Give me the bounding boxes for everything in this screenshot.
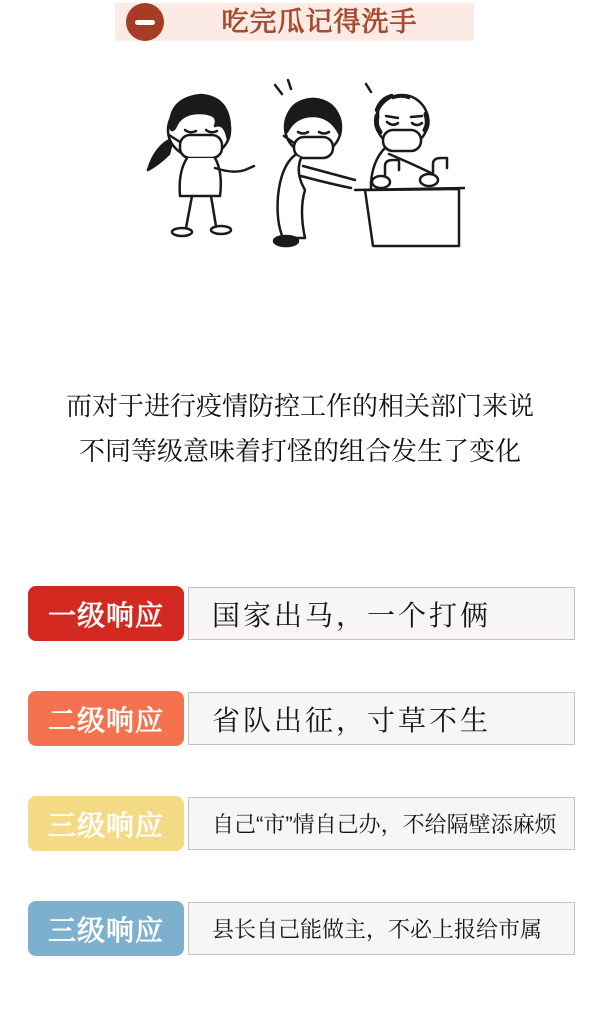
- figure-right-man: [366, 84, 433, 190]
- level-2-badge: 二级响应: [28, 691, 184, 746]
- level-4-badge: 三级响应: [28, 901, 184, 956]
- intro-line-2: 不同等级意味着打怪的组合发生了变化: [78, 436, 521, 466]
- section-title: 吃完瓜记得洗手: [221, 7, 418, 37]
- level-1-badge: 一级响应: [28, 586, 184, 641]
- intro-line-1: 而对于进行疫情防控工作的相关部门来说: [65, 391, 534, 421]
- figure-left-woman: [148, 95, 254, 236]
- level-row-4: [28, 901, 575, 956]
- section-header-bar: [115, 3, 474, 41]
- response-level-list: [28, 586, 575, 1006]
- level-row-1: [28, 586, 575, 641]
- level-1-description: 国家出马，一个打俩: [188, 587, 575, 640]
- handwashing-illustration: [135, 78, 465, 253]
- level-4-description: 县长自己能做主，不必上报给市属: [188, 902, 575, 955]
- level-row-2: [28, 691, 575, 746]
- level-row-3: [28, 796, 575, 851]
- level-2-description: 省队出征，寸草不生: [188, 692, 575, 745]
- section-number-badge: [126, 3, 164, 41]
- intro-paragraph: [0, 384, 600, 474]
- level-3-description: 自己“市”情自己办，不给隔壁添麻烦: [188, 797, 575, 850]
- section-number-one-glyph: [135, 20, 155, 25]
- level-3-badge: 三级响应: [28, 796, 184, 851]
- figure-middle-woman: [274, 80, 355, 246]
